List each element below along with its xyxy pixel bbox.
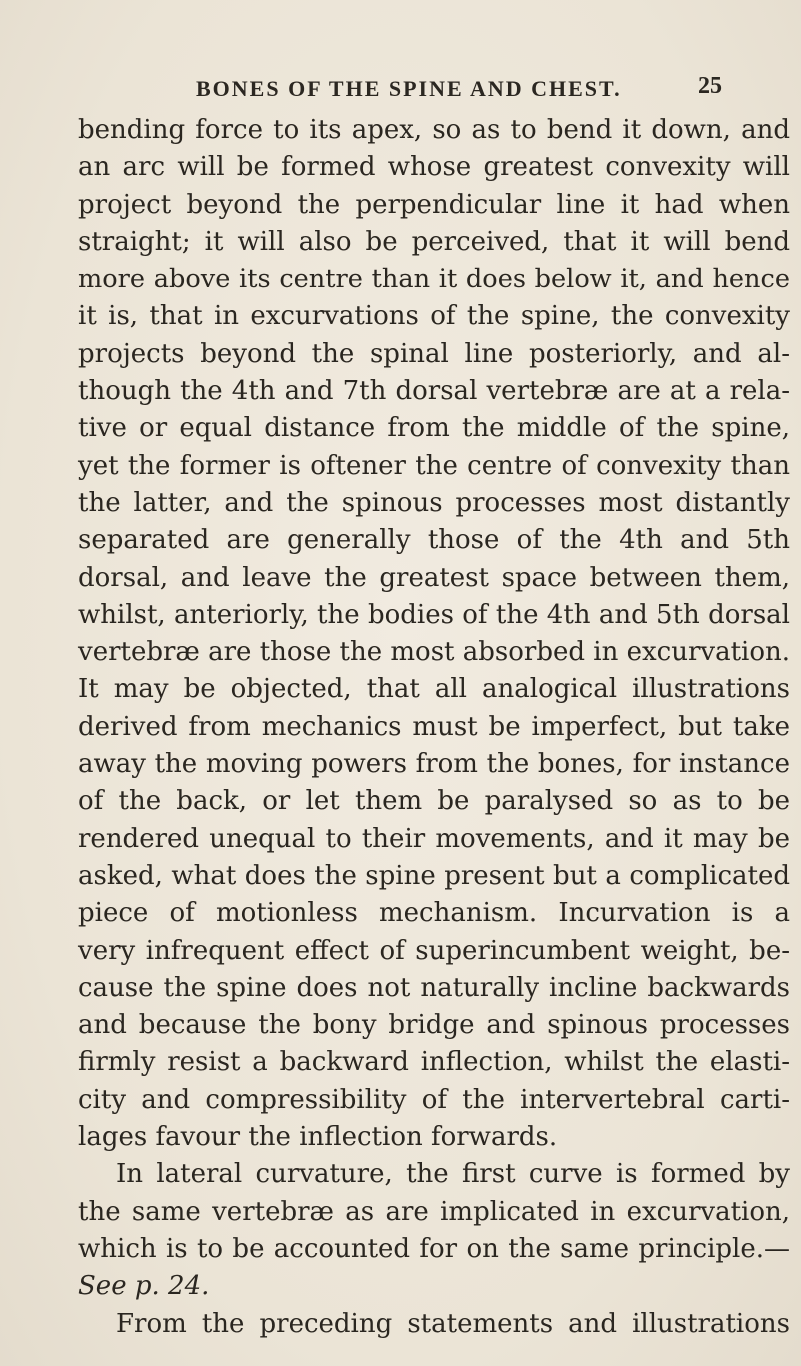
text-line: very infrequent effect of superincumbent weight, be-: [78, 935, 790, 966]
text-line: rendered unequal to their movements, and it may be: [78, 823, 790, 854]
text-line: an arc will be formed whose greatest convexity will: [78, 152, 790, 183]
text-line: whilst, anteriorly, the bodies of the 4th and 5th dorsal: [78, 599, 790, 630]
running-head: BONES OF THE SPINE AND CHEST.: [196, 76, 622, 101]
text-line: though the 4th and 7th dorsal vertebræ are at a rela-: [78, 376, 790, 407]
text-line: asked, what does the spine present but a complicated: [78, 860, 790, 891]
text-line: and because the bony bridge and spinous processes: [78, 1010, 790, 1041]
text-line: firmly resist a backward inflection, whilst the elasti-: [78, 1047, 790, 1078]
text-line: piece of motionless mechanism. Incurvation is a: [78, 898, 790, 929]
text-line: dorsal, and leave the greatest space between them,: [78, 562, 790, 593]
text-line: tive or equal distance from the middle of the spine,: [78, 413, 790, 444]
text-line: In lateral curvature, the first curve is formed by: [116, 1159, 790, 1190]
text-line: derived from mechanics must be imperfect, but take: [78, 711, 790, 742]
text-line: separated are generally those of the 4th and 5th: [78, 525, 790, 556]
body-text: [78, 112, 790, 1343]
text-line: lages favour the inflection forwards.: [78, 1122, 558, 1153]
text-line: straight; it will also be perceived, that it will bend: [78, 226, 790, 257]
text-line: which is to be accounted for on the same principle.—: [78, 1233, 790, 1264]
text-line: more above its centre than it does below it, and hence: [78, 264, 790, 295]
text-line: the latter, and the spinous processes most distantly: [78, 487, 790, 518]
text-line: bending force to its apex, so as to bend it down, and: [78, 115, 790, 145]
text-line: of the back, or let them be paralysed so as to be: [78, 786, 790, 817]
text-line: vertebræ are those the most absorbed in excurvation.: [78, 637, 790, 668]
text-line: See p. 24.: [78, 1271, 210, 1302]
text-line: away the moving powers from the bones, for instance: [78, 749, 790, 780]
text-line: It may be objected, that all analogical illustrations: [78, 674, 790, 705]
text-line: From the preceding statements and illustrations: [116, 1308, 790, 1339]
text-line: yet the former is oftener the centre of convexity than: [78, 450, 790, 481]
text-line: the same vertebræ as are implicated in excurvation,: [78, 1196, 790, 1227]
text-line: city and compressibility of the intervertebral carti-: [78, 1084, 790, 1115]
text-line: it is, that in excurvations of the spine, the convexity: [78, 301, 790, 332]
text-line: cause the spine does not naturally incline backwards: [78, 972, 790, 1003]
page-number: 25: [698, 73, 722, 99]
text-line: project beyond the perpendicular line it had when: [78, 189, 790, 220]
text-line: projects beyond the spinal line posteriorly, and al-: [78, 338, 790, 369]
